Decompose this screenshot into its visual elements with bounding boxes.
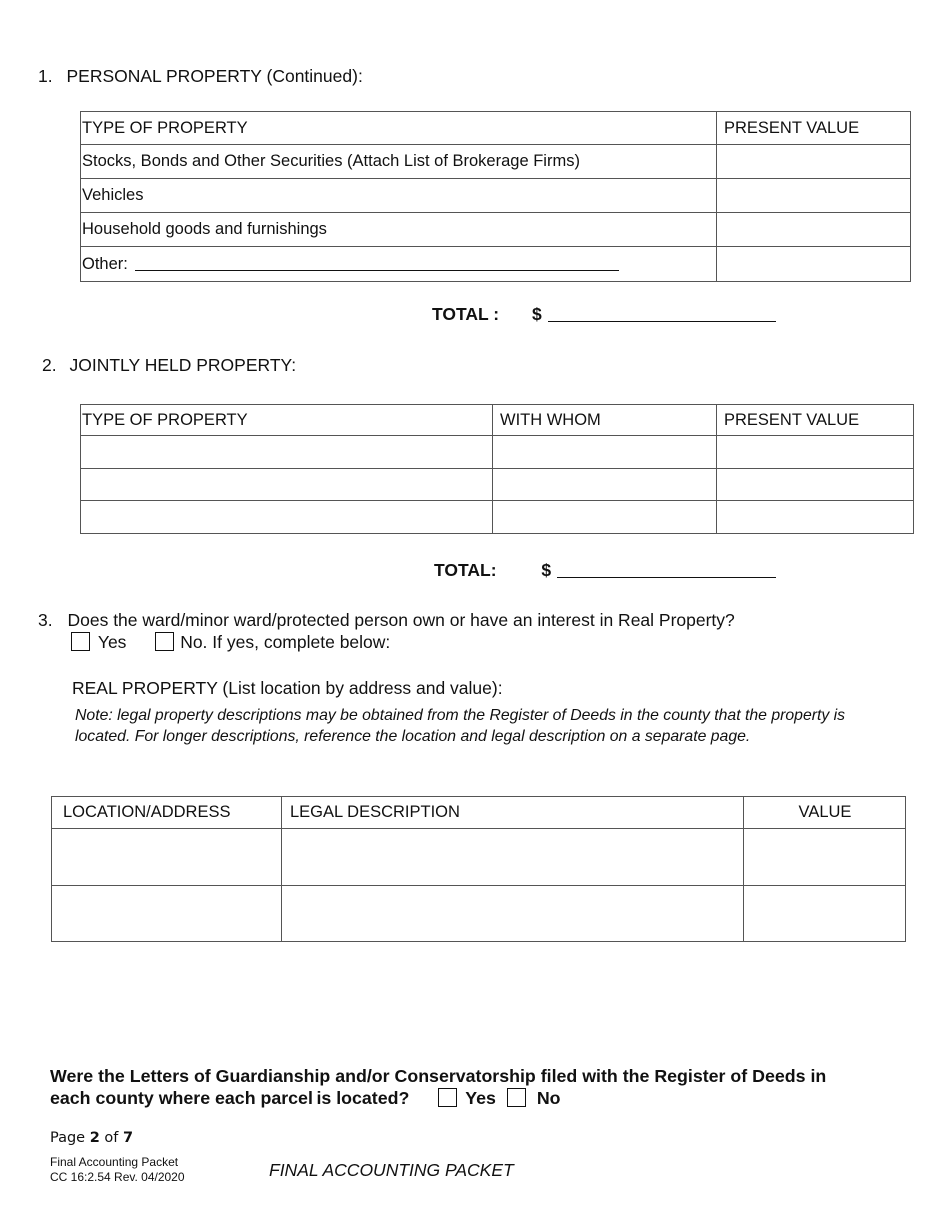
total-label: TOTAL:: [434, 560, 497, 580]
col-header-with-whom: WITH WHOM: [493, 405, 717, 436]
cell-value[interactable]: [744, 829, 906, 886]
letters-no-checkbox[interactable]: [507, 1088, 526, 1107]
table-row: [81, 179, 911, 213]
real-property-subheading: REAL PROPERTY (List location by address and value):: [72, 678, 503, 698]
col-header-present-value: PRESENT VALUE: [717, 112, 911, 145]
section1-total-value[interactable]: [548, 302, 776, 322]
section2-title: JOINTLY HELD PROPERTY:: [69, 355, 297, 375]
real-property-yes-checkbox[interactable]: [71, 632, 90, 651]
table-row: [52, 829, 906, 886]
section3-question-text: Does the ward/minor ward/protected person own or have an interest in Real Property?: [67, 610, 735, 630]
total-currency: $: [541, 560, 552, 580]
section3-number: 3.: [38, 610, 53, 630]
section3-question: [38, 610, 735, 631]
table-row: [81, 436, 914, 469]
cell-location[interactable]: [52, 829, 282, 886]
cell-type[interactable]: [81, 469, 493, 501]
row-value-household[interactable]: [717, 213, 911, 247]
row-type-household: Household goods and furnishings: [81, 213, 717, 247]
cell-type[interactable]: [81, 501, 493, 534]
letters-question: [50, 1065, 826, 1109]
cell-with-whom[interactable]: [493, 436, 717, 469]
cell-value[interactable]: [717, 501, 914, 534]
cell-location[interactable]: [52, 886, 282, 942]
total-label: TOTAL :: [432, 304, 500, 324]
col-header-type: TYPE OF PROPERTY: [81, 405, 493, 436]
real-property-table: [51, 796, 906, 942]
col-header-present-value: PRESENT VALUE: [717, 405, 914, 436]
section1-number: 1.: [38, 66, 53, 86]
other-fill-line[interactable]: [135, 270, 619, 271]
cell-legal-description[interactable]: [282, 829, 744, 886]
table-header-row: [81, 112, 911, 145]
real-property-no-label: No. If yes, complete below:: [180, 632, 391, 652]
section2-total: [434, 560, 551, 581]
form-code: CC 16:2.54 Rev. 04/2020: [50, 1170, 185, 1184]
cell-value[interactable]: [717, 436, 914, 469]
col-header-value: VALUE: [744, 797, 906, 829]
letters-yes-checkbox[interactable]: [438, 1088, 457, 1107]
section2-total-value[interactable]: [557, 558, 776, 578]
cell-with-whom[interactable]: [493, 469, 717, 501]
table-row: [52, 886, 906, 942]
real-property-options: [71, 632, 390, 653]
letters-question-line2: each county where each parcel is located?: [50, 1088, 410, 1108]
table-row: [81, 247, 911, 282]
row-type-other: [81, 247, 717, 282]
cell-legal-description[interactable]: [282, 886, 744, 942]
letters-question-line2-wrap: [50, 1087, 826, 1109]
row-value-stocks[interactable]: [717, 145, 911, 179]
form-identifier: [50, 1155, 185, 1185]
table-header-row: [52, 797, 906, 829]
section2-number: 2.: [42, 355, 57, 375]
table-row: [81, 213, 911, 247]
table-row: [81, 145, 911, 179]
section2-heading: [42, 355, 296, 376]
section1-heading: [38, 66, 363, 87]
form-name: Final Accounting Packet: [50, 1155, 179, 1169]
footer-title: FINAL ACCOUNTING PACKET: [269, 1160, 514, 1180]
row-value-vehicles[interactable]: [717, 179, 911, 213]
real-property-yes-label: Yes: [97, 632, 127, 652]
col-header-type: TYPE OF PROPERTY: [81, 112, 717, 145]
letters-question-line1: Were the Letters of Guardianship and/or Conservatorship filed with the Register of Deeds in: [50, 1066, 827, 1086]
cell-value[interactable]: [717, 469, 914, 501]
page-current: 2: [89, 1130, 100, 1146]
real-property-no-checkbox[interactable]: [155, 632, 174, 651]
col-header-legal-description: LEGAL DESCRIPTION: [282, 797, 744, 829]
personal-property-table: [80, 111, 911, 282]
table-row: [81, 469, 914, 501]
row-value-other[interactable]: [717, 247, 911, 282]
section1-total: [432, 304, 542, 325]
table-header-row: [81, 405, 914, 436]
page-total: 7: [123, 1130, 134, 1146]
table-row: [81, 501, 914, 534]
row-type-stocks: Stocks, Bonds and Other Securities (Attach List of Brokerage Firms): [81, 145, 717, 179]
cell-value[interactable]: [744, 886, 906, 942]
cell-with-whom[interactable]: [493, 501, 717, 534]
cell-type[interactable]: [81, 436, 493, 469]
page-word: Page: [50, 1130, 86, 1146]
other-label: Other:: [82, 254, 128, 273]
row-type-vehicles: Vehicles: [81, 179, 717, 213]
section1-title: PERSONAL PROPERTY (Continued):: [66, 66, 363, 86]
total-currency: $: [531, 304, 542, 324]
jointly-held-table: [80, 404, 914, 534]
real-property-note: Note: legal property descriptions may be obtained from the Register of Deeds in the county that the property is located. For longer descriptions, reference the location and legal description on a separate page.: [75, 707, 846, 745]
col-header-location: LOCATION/ADDRESS: [52, 797, 282, 829]
page-of: of: [104, 1130, 119, 1146]
letters-no-label: No: [536, 1088, 561, 1108]
page-number: [50, 1130, 133, 1146]
letters-yes-label: Yes: [465, 1088, 496, 1108]
